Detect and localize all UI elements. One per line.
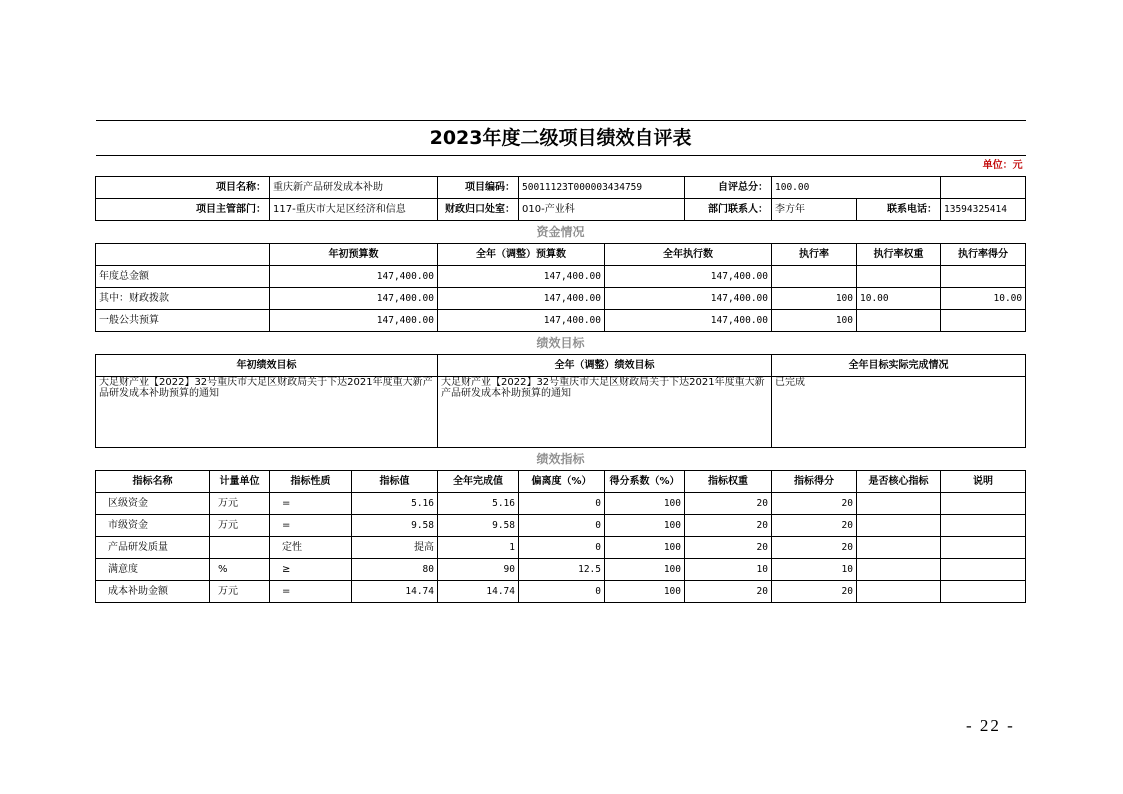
- ind-core: [857, 581, 941, 603]
- unit-label: 单位：元: [96, 156, 1026, 177]
- indicator-row: [96, 515, 1026, 537]
- info-row-2: [96, 199, 1026, 221]
- ind-score: 20: [772, 515, 857, 537]
- empty-cell: [941, 177, 1026, 199]
- funds-row-label: 其中：财政拨款: [96, 288, 270, 310]
- ind-name: 成本补助金额: [96, 581, 210, 603]
- ind-header-core: 是否核心指标: [857, 471, 941, 493]
- indicator-row: [96, 537, 1026, 559]
- ind-unit: [210, 537, 270, 559]
- funds-row: [96, 288, 1026, 310]
- indicator-row: [96, 559, 1026, 581]
- ind-weight: 20: [685, 537, 772, 559]
- ind-core: [857, 515, 941, 537]
- ind-nature: =: [270, 581, 352, 603]
- funds-row-executed: 147,400.00: [605, 266, 772, 288]
- goals-section-title: 绩效目标: [96, 332, 1026, 355]
- funds-row-rate: 100: [772, 310, 857, 332]
- funds-row-label: 一般公共预算: [96, 310, 270, 332]
- ind-weight: 20: [685, 515, 772, 537]
- ind-coef: 100: [605, 581, 685, 603]
- ind-score: 20: [772, 493, 857, 515]
- ind-note: [941, 537, 1026, 559]
- ind-value: 9.58: [352, 515, 438, 537]
- performance-table: [95, 120, 1026, 603]
- ind-deviation: 0: [519, 515, 605, 537]
- funds-row-weight: [857, 310, 941, 332]
- funds-row-weight: [857, 266, 941, 288]
- self-score-label: 自评总分：: [685, 177, 772, 199]
- funds-row-score: [941, 266, 1026, 288]
- info-row-1: [96, 177, 1026, 199]
- dept-value: 117-重庆市大足区经济和信息: [270, 199, 438, 221]
- goals-header-row: [96, 355, 1026, 377]
- funds-header-initial: 年初预算数: [270, 244, 438, 266]
- indicator-row: [96, 493, 1026, 515]
- ind-note: [941, 493, 1026, 515]
- ind-header-done: 全年完成值: [438, 471, 519, 493]
- dept-label: 项目主管部门：: [96, 199, 270, 221]
- ind-header-value: 指标值: [352, 471, 438, 493]
- funds-row-initial: 147,400.00: [270, 310, 438, 332]
- ind-name: 市级资金: [96, 515, 210, 537]
- ind-header-score: 指标得分: [772, 471, 857, 493]
- funds-row: [96, 310, 1026, 332]
- finance-office-label: 财政归口处室：: [438, 199, 519, 221]
- ind-nature: 定性: [270, 537, 352, 559]
- self-score-value: 100.00: [772, 177, 941, 199]
- contact-value: 李方年: [772, 199, 857, 221]
- goal-initial-text: 大足财产业【2022】32号重庆市大足区财政局关于下达2021年度重大新产品研发成本补助预算的通知: [96, 377, 438, 448]
- ind-value: 提高: [352, 537, 438, 559]
- project-code-label: 项目编码：: [438, 177, 519, 199]
- funds-row-initial: 147,400.00: [270, 266, 438, 288]
- finance-office-value: 010-产业科: [519, 199, 685, 221]
- funds-row-executed: 147,400.00: [605, 288, 772, 310]
- goals-header-adjusted: 全年（调整）绩效目标: [438, 355, 772, 377]
- ind-score: 20: [772, 537, 857, 559]
- funds-row-rate: 100: [772, 288, 857, 310]
- contact-label: 部门联系人：: [685, 199, 772, 221]
- phone-value: 13594325414: [941, 199, 1026, 221]
- indicators-header-row: [96, 471, 1026, 493]
- page-title: 2023年度二级项目绩效自评表: [96, 121, 1026, 156]
- funds-row: [96, 266, 1026, 288]
- ind-header-note: 说明: [941, 471, 1026, 493]
- project-name-label: 项目名称：: [96, 177, 270, 199]
- goal-adjusted-text: 大足财产业【2022】32号重庆市大足区财政局关于下达2021年度重大新产品研发成本补助预算的通知: [438, 377, 772, 448]
- funds-row-adjusted: 147,400.00: [438, 266, 605, 288]
- goals-header-actual: 全年目标实际完成情况: [772, 355, 1026, 377]
- indicator-row: [96, 581, 1026, 603]
- funds-header-executed: 全年执行数: [605, 244, 772, 266]
- funds-row-rate: [772, 266, 857, 288]
- ind-coef: 100: [605, 537, 685, 559]
- funds-header-row: [96, 244, 1026, 266]
- ind-note: [941, 559, 1026, 581]
- ind-value: 14.74: [352, 581, 438, 603]
- ind-score: 20: [772, 581, 857, 603]
- ind-weight: 10: [685, 559, 772, 581]
- ind-nature: =: [270, 515, 352, 537]
- funds-header-adjusted: 全年（调整）预算数: [438, 244, 605, 266]
- ind-deviation: 12.5: [519, 559, 605, 581]
- funds-header-rate: 执行率: [772, 244, 857, 266]
- ind-coef: 100: [605, 515, 685, 537]
- funds-header-score: 执行率得分: [941, 244, 1026, 266]
- ind-name: 满意度: [96, 559, 210, 581]
- ind-coef: 100: [605, 493, 685, 515]
- ind-note: [941, 515, 1026, 537]
- ind-value: 5.16: [352, 493, 438, 515]
- ind-unit: 万元: [210, 515, 270, 537]
- ind-core: [857, 559, 941, 581]
- ind-weight: 20: [685, 493, 772, 515]
- funds-row-initial: 147,400.00: [270, 288, 438, 310]
- phone-label: 联系电话：: [857, 199, 941, 221]
- funds-row-adjusted: 147,400.00: [438, 310, 605, 332]
- funds-row-score: [941, 310, 1026, 332]
- goals-content-row: [96, 377, 1026, 448]
- ind-name: 产品研发质量: [96, 537, 210, 559]
- funds-header-empty: [96, 244, 270, 266]
- project-name-value: 重庆新产品研发成本补助: [270, 177, 438, 199]
- ind-header-unit: 计量单位: [210, 471, 270, 493]
- page-number: - 22 -: [966, 716, 1015, 735]
- funds-row-weight: 10.00: [857, 288, 941, 310]
- indicators-section-title: 绩效指标: [96, 448, 1026, 471]
- project-code-value: 50011123T000003434759: [519, 177, 685, 199]
- ind-value: 80: [352, 559, 438, 581]
- ind-deviation: 0: [519, 537, 605, 559]
- goals-header-initial: 年初绩效目标: [96, 355, 438, 377]
- ind-unit: 万元: [210, 493, 270, 515]
- ind-deviation: 0: [519, 493, 605, 515]
- ind-coef: 100: [605, 559, 685, 581]
- funds-row-adjusted: 147,400.00: [438, 288, 605, 310]
- ind-header-weight: 指标权重: [685, 471, 772, 493]
- funds-row-label: 年度总金额: [96, 266, 270, 288]
- ind-unit: %: [210, 559, 270, 581]
- funds-section-title: 资金情况: [96, 221, 1026, 244]
- ind-header-nature: 指标性质: [270, 471, 352, 493]
- ind-header-coef: 得分系数（%）: [605, 471, 685, 493]
- ind-done: 5.16: [438, 493, 519, 515]
- funds-row-executed: 147,400.00: [605, 310, 772, 332]
- ind-deviation: 0: [519, 581, 605, 603]
- ind-nature: =: [270, 493, 352, 515]
- funds-row-score: 10.00: [941, 288, 1026, 310]
- ind-note: [941, 581, 1026, 603]
- ind-done: 9.58: [438, 515, 519, 537]
- ind-header-deviation: 偏离度（%）: [519, 471, 605, 493]
- goal-actual-text: 已完成: [772, 377, 1026, 448]
- ind-score: 10: [772, 559, 857, 581]
- funds-header-weight: 执行率权重: [857, 244, 941, 266]
- ind-nature: ≥: [270, 559, 352, 581]
- ind-done: 14.74: [438, 581, 519, 603]
- ind-done: 1: [438, 537, 519, 559]
- ind-name: 区级资金: [96, 493, 210, 515]
- ind-done: 90: [438, 559, 519, 581]
- ind-header-name: 指标名称: [96, 471, 210, 493]
- ind-core: [857, 537, 941, 559]
- ind-weight: 20: [685, 581, 772, 603]
- ind-core: [857, 493, 941, 515]
- ind-unit: 万元: [210, 581, 270, 603]
